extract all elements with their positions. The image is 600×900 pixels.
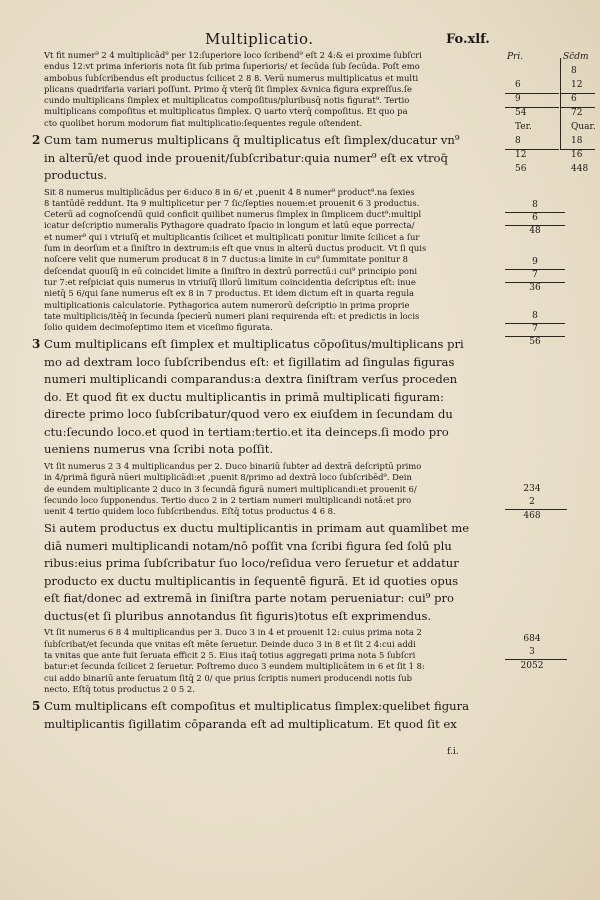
text-line: multiplicationis calculatorie. Pythagorica autem numerorū deſcriptio in prima proprie: [44, 299, 410, 310]
text-line: ſecundo loco ſupponendus. Tertio duco 2 in 2 tertiam numeri multiplicandi notā:et pro: [44, 494, 412, 505]
running-title: Multiplicatio.: [205, 30, 314, 48]
table-cell: 9: [515, 94, 521, 104]
text-line: Vt ſit numerus 2 3 4 multiplicandus per 2. Duco binariū ſubter ad dextrā deſcriptū primo: [44, 460, 422, 471]
rule-paragraph: [44, 336, 500, 459]
text-line: eſt fiat/donec ad extremā in ſiniſtra parte notam perueniatur: cui⁹ pro: [44, 591, 455, 606]
text-line: diā numeri multiplicandi notam/nō poſſit vna ſcribi figura ſed ſolū plu: [44, 538, 452, 553]
table-row: [505, 150, 595, 164]
text-line: tate multiplicis/itēq̄ in ſecunda ſpecierū numeri plani requirenda eſt: et predictis in locis: [44, 310, 420, 321]
text-line: in 4/primā figurā nūeri multiplicādi:et ,puenit 8/primo ad dextrā loco ſubſcribēd⁹. Dein: [44, 472, 412, 483]
table-row: [505, 80, 595, 94]
table-cell: 8: [515, 136, 521, 146]
text-line: cto quolibet horum modorum fiat multiplicatio:ſequentes regule oſtendent.: [44, 117, 363, 128]
table-header-right: Sc̄dm: [563, 52, 589, 62]
table-row: [505, 66, 595, 80]
text-line: nietq̄ 5 6/qui ſane numerus eſt ex 8 in 7 productus. Et idem dictum eſt in quarta regula: [44, 288, 414, 299]
text-line: Sit 8 numerus multiplicādus per 6:duco 8 in 6/ et ,puenit 4 8 numer⁹ product⁹.na ſexies: [44, 186, 415, 197]
text-line: ambobus ſubſcribendus eſt productus ſcilicet 2 8 8. Verū numerus multiplicatus et multi: [44, 72, 419, 83]
text-line: 8 tantūdē reddunt. Ita 9 multiplicetur per 7 ſic/ſepties nouem:et prouenit 6 3 productus.: [44, 197, 420, 208]
table-row: [505, 108, 595, 122]
example-multiplicand: 234: [523, 484, 541, 494]
text-line: Vt ſit numerus 6 8 4 multiplicandus per 3. Duco 3 in 4 et prouenit 12: cuius prima nota 2: [44, 627, 422, 638]
text-line: Vt fit numer⁹ 2 4 multiplicād⁹ per 12:ſuperiore loco ſcribend⁹ eſt 2 4:& ei proxime ſubſcri: [44, 50, 422, 60]
example-paragraph: [44, 461, 500, 517]
text-line: ſubſcribat/et ſecunda que vnitas eſt mēte ſeruetur. Deinde duco 3 in 8 et ſit 2 4:cui addi: [44, 638, 416, 649]
text-line: multiplicans compoſitus et multiplicatus ſimplex. Q uarto vterq̄ compoſitus. Et quo pa: [44, 106, 408, 117]
text-line: deſcendat quouſq̄ in eū coincidet limite a ſiniſtro in dextrū porrectū:i cui⁹ principio poni: [44, 265, 418, 276]
text-line: de eundem multiplicante 2 duco in 3 ſecundā figurā numeri multiplicandi:et prouenit 6/: [44, 483, 417, 494]
text-line: batur:et ſecunda ſcilicet 2 ſeruetur. Poſtremo duco 3 eundem multiplicātem in 6 et ſit 1 8:: [44, 661, 425, 672]
rule-paragraph: [44, 132, 500, 185]
text-line: Ceterū ad cognoſcendū quid conficit quilibet numerus ſimplex in ſimplicem duct⁹:multipl: [44, 209, 422, 220]
example-product: 36: [529, 283, 541, 293]
text-line: Si autem productus ex ductu multiplicantis in primam aut quamlibet me: [44, 521, 470, 536]
table-cell: 12: [515, 150, 527, 160]
text-line: cundo multiplicans ſimplex et multiplicatus compoſitus/pluribusq̄ notis figurat⁹. Tertio: [44, 95, 410, 106]
example-paragraph: [44, 627, 500, 695]
example-product: 48: [529, 226, 541, 236]
table-cell: 18: [571, 136, 583, 146]
margin-table: [505, 52, 595, 178]
text-line: ſum in deorſum et a ſiniſtro in dextrum:is eſt que vnus in alterū ductus producit. Vt ſi quis: [44, 243, 427, 254]
margin-rule: [505, 509, 567, 510]
text-line: productus.: [44, 168, 108, 183]
signature-mark: f.i.: [447, 747, 459, 757]
text-line: ribus:eius prima ſubſcribatur ſuo loco/reſidua vero ſeruetur et addatur: [44, 556, 459, 571]
table-header-left: Pri.: [507, 52, 524, 62]
text-line: numeri multiplicandi comparandus:a dextra ſiniſtram verſus proceden: [44, 372, 458, 387]
text-line: tur 7:et reſpiciat quis numerus in vtriuſq̄ illorū limitum coincidentia deſcriptus eſt: inue: [44, 276, 416, 287]
text-line: multiplicantis ſigillatim cōparanda eſt ad multiplicatum. Et quod ſit ex: [44, 716, 457, 731]
table-row: [505, 122, 595, 136]
example-product: 56: [529, 337, 541, 347]
text-line: ctu:ſecundo loco.et quod in tertiam:tertio.et ita deinceps.ſi modo pro: [44, 424, 449, 439]
example-multiplicand: 8: [532, 311, 538, 321]
text-line: producto ex ductu multiplicantis in ſequentē figurā. Et id quoties opus: [44, 573, 459, 588]
text-line: ſolio quidem decimoſeptimo item et viceſimo figurata.: [44, 322, 273, 333]
text-line: ueniens numerus vna ſcribi nota poſſit.: [44, 442, 274, 457]
table-cell: 6: [515, 80, 521, 90]
table-row: [505, 136, 595, 150]
table-cell: 6: [571, 94, 577, 104]
table-cell: 12: [571, 80, 583, 90]
text-line: do. Et quod fit ex ductu multiplicantis in primā multiplicati figuram:: [44, 389, 444, 404]
text-line: uenit 4 tertio quidem loco ſubſcribendus. Eſtq̄ totus productus 4 6 8.: [44, 506, 336, 517]
example-multiplicand: 8: [532, 200, 538, 210]
text-line: Cum tam numerus multiplicans q̄ multiplicatus eſt ſimplex/ducatur vn⁹: [44, 133, 460, 148]
example-multiplier: 6: [532, 213, 538, 223]
text-line: et numer⁹ qui i vtriuſq̄ et multiplicantis ſcilicet et multiplicati ponitur limite ſcilicet a ſur: [44, 231, 420, 242]
table-cell: 56: [515, 164, 527, 174]
text-line: mo ad dextram loco ſubſcribendus eſt: et ſigillatim ad ſingulas figuras: [44, 354, 455, 369]
table-cell: 54: [515, 108, 527, 118]
example-paragraph: [44, 50, 500, 129]
table-cell: 448: [571, 164, 589, 174]
text-line: endus 12:vt prima inferioris nota ſit ſub prima ſuperioris/ et ſecūda ſub ſecūda. Poſt emo: [44, 61, 420, 72]
rule-paragraph: [44, 520, 500, 625]
example-multiplier: 3: [529, 647, 535, 657]
table-cell: Ter.: [515, 122, 532, 132]
table-row: [505, 164, 595, 178]
text-body: [32, 50, 500, 733]
example-multiplicand: 684: [523, 634, 541, 644]
rule-number: 5: [32, 699, 41, 713]
text-line: in alterū/et quod inde prouenit/ſubſcribatur:quia numer⁹ eſt ex vtroq̄: [44, 150, 448, 165]
text-line: ductus(et ſi pluribus annotandus ſit figuris)totus eſt exprimendus.: [44, 608, 432, 623]
example-product: 2052: [520, 661, 544, 671]
text-line: noſcere velit que numerum producat 8 in 7 ductus:a limite in cu⁹ ſummitate ponitur 8: [44, 254, 408, 265]
example-multiplier: 2: [529, 497, 535, 507]
table-cell: 16: [571, 150, 583, 160]
folio-number: Fo.xlf.: [446, 32, 490, 47]
text-line: icatur deſcriptio numeralis Pythagore quadrato ſpacio in longum et latū eque porrecta/: [44, 220, 415, 231]
text-line: plicans quadrifaria variari poſſunt. Primo q̄ vterq̄ ſit ſimplex &vnica figura expreſſus.ſe: [44, 83, 412, 94]
example-product: 468: [523, 511, 541, 521]
example-paragraph: [44, 187, 500, 334]
rule-number: 3: [32, 337, 41, 351]
text-line: cui addo binariū ante ſeruatum ſitq̄ 2 0/ que prius ſcriptis numeri producendi notis ſub: [44, 672, 412, 683]
text-line: necto. Eſtq̄ totus productus 2 0 5 2.: [44, 683, 195, 694]
rule-number: 2: [32, 133, 41, 147]
text-line: ta vnitas que ante fuit ſeruata efficit 2 5. Eius itaq̄ totius aggregati prima nota 5 ſubſcri: [44, 650, 416, 661]
example-multiplier: 7: [532, 324, 538, 334]
table-row: [505, 94, 595, 108]
text-line: Cum multiplicans eſt ſimplex et multiplicatus cōpoſitus/multiplicans pri: [44, 337, 464, 352]
table-divider: [560, 58, 561, 150]
table-cell: 72: [571, 108, 583, 118]
example-multiplicand: 9: [532, 257, 538, 267]
rule-paragraph: [44, 698, 500, 733]
example-multiplier: 7: [532, 270, 538, 280]
table-cell: Quar.: [571, 122, 596, 132]
text-line: Cum multiplicans eſt compoſitus et multiplicatus ſimplex:quelibet figura: [44, 699, 470, 714]
table-cell: 8: [571, 66, 577, 76]
margin-rule: [505, 659, 567, 660]
text-line: directe primo loco ſubſcribatur/quod vero ex eiuſdem in ſecundam du: [44, 407, 453, 422]
